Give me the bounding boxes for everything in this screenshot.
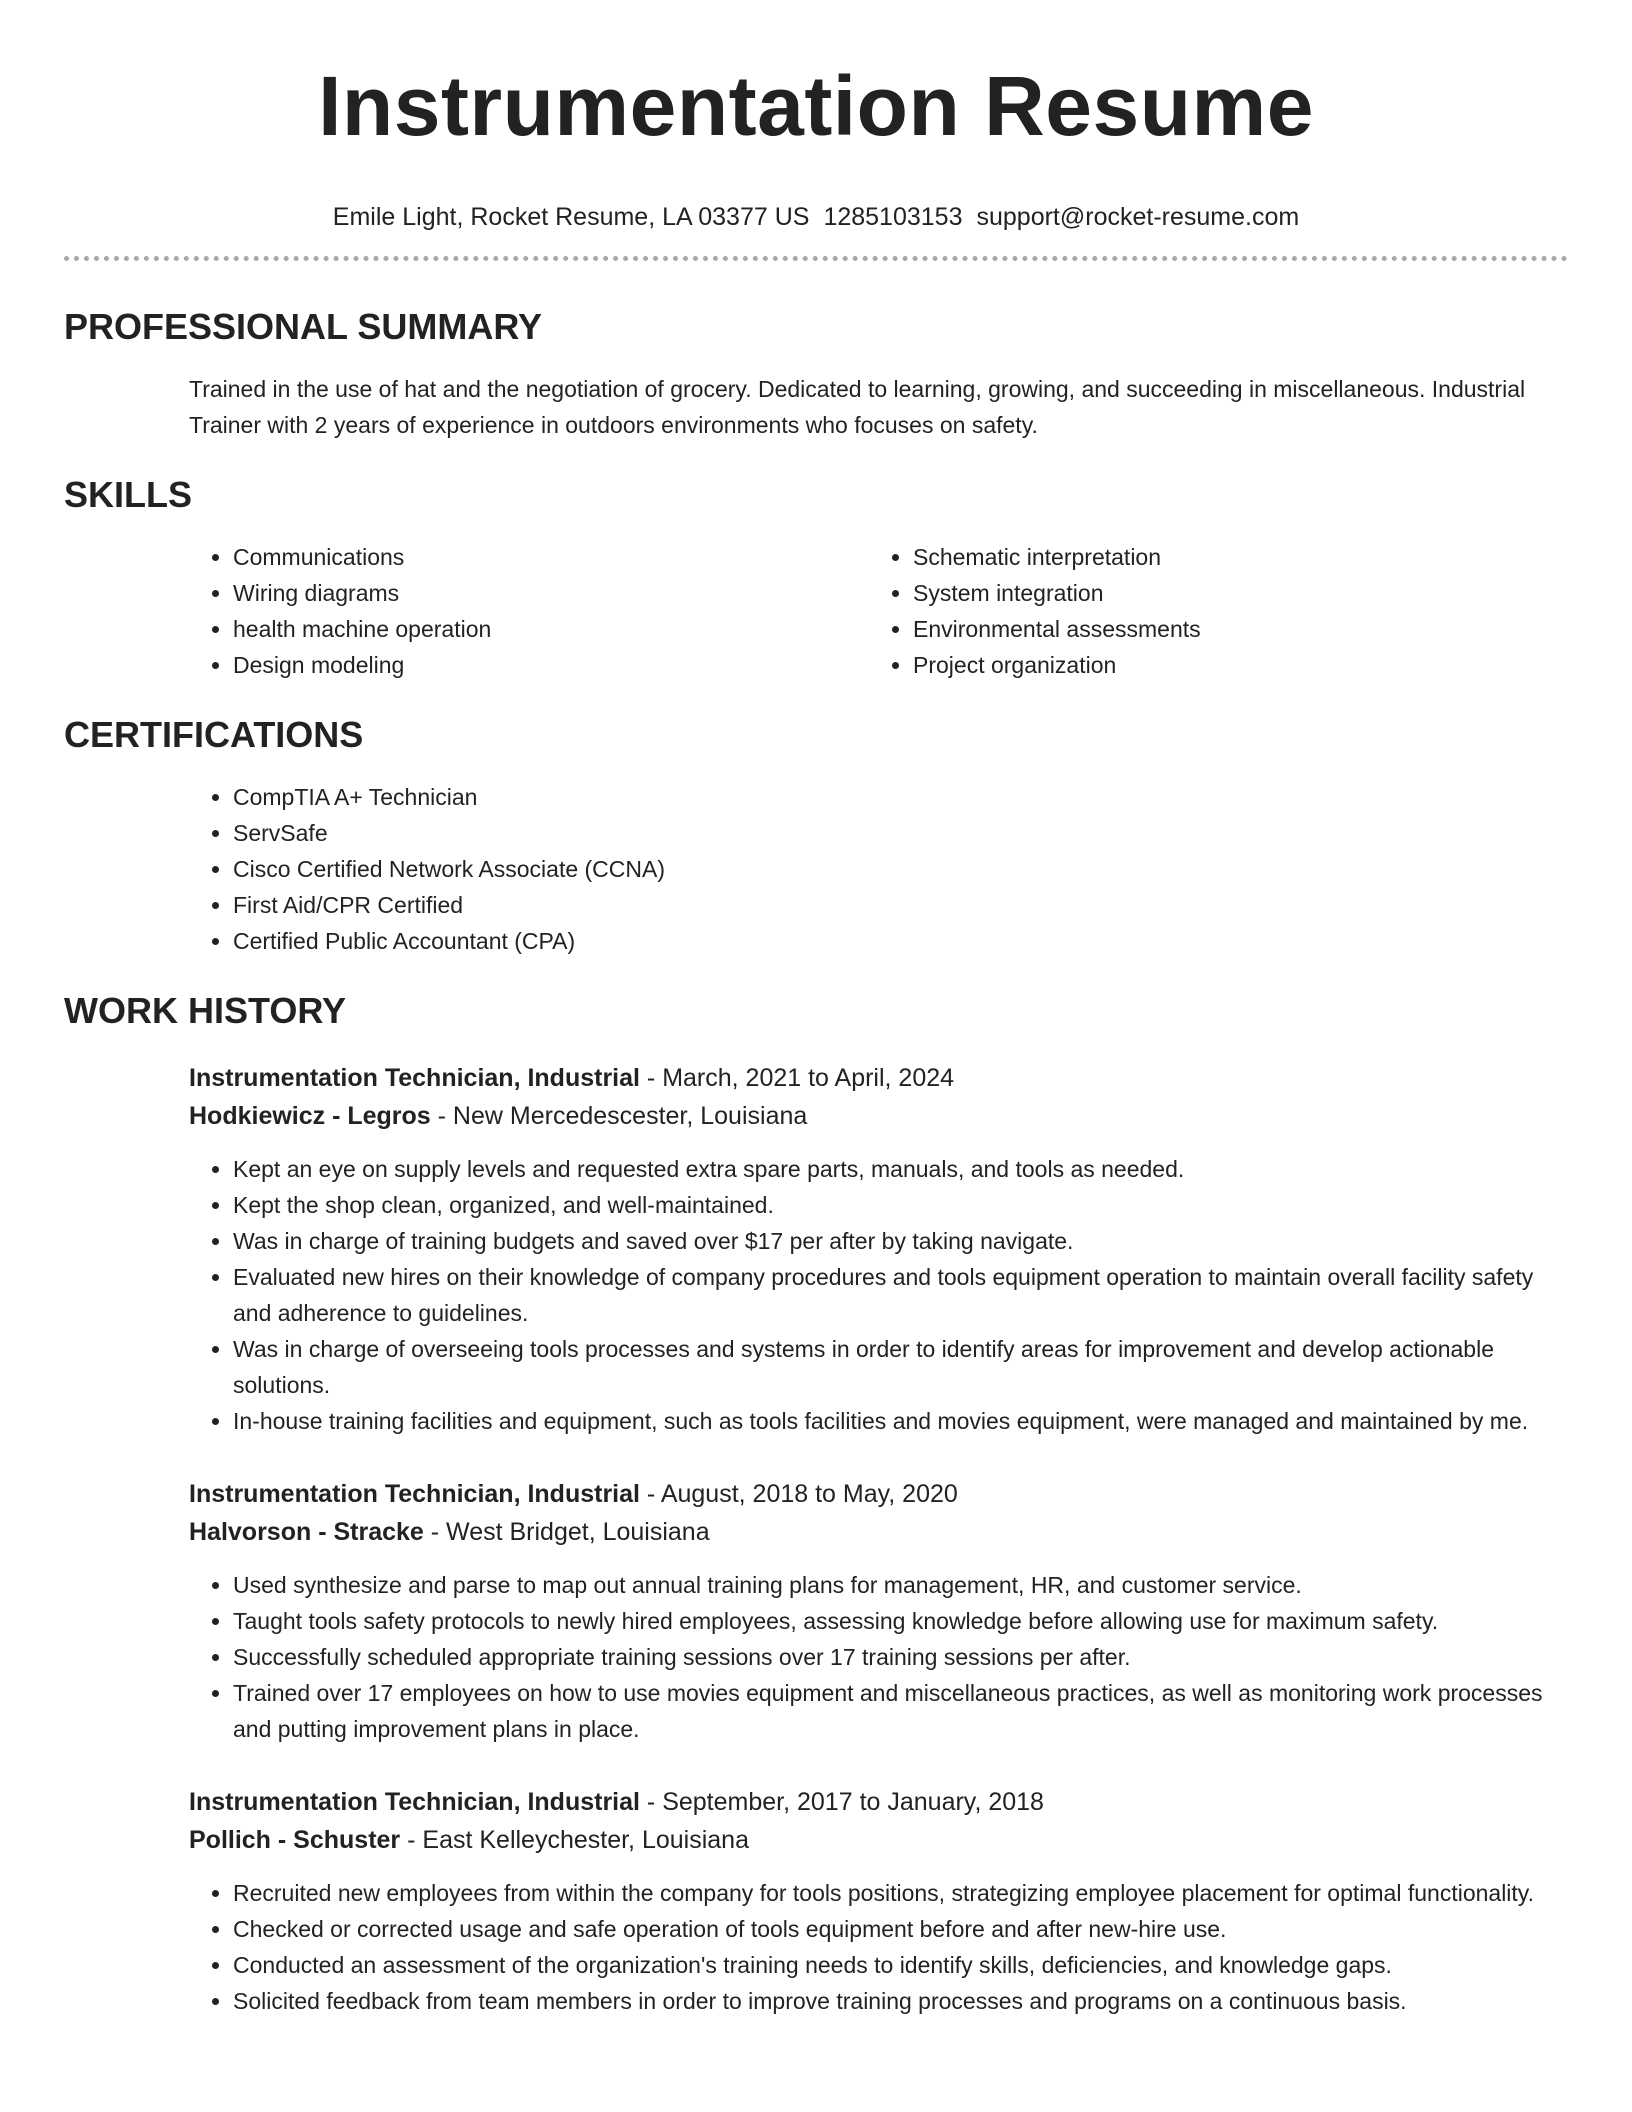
job-bullet: • Evaluated new hires on their knowledge of company procedures and tools equipment operation to maintain overall facility safety and adherence to guidelines. xyxy=(233,1259,1568,1331)
job-company: Pollich - Schuster xyxy=(189,1826,401,1854)
skill-item: • Environmental assessments xyxy=(913,611,1533,647)
skill-item: • Project organization xyxy=(913,647,1533,683)
contact-address: Emile Light, Rocket Resume, LA 03377 US xyxy=(332,203,810,231)
job-title-line xyxy=(189,1475,1568,1513)
job-bullet: • Solicited feedback from team members in order to improve training processes and programs on a continuous basis. xyxy=(233,1983,1568,2019)
job-bullet: • In-house training facilities and equipment, such as tools facilities and movies equipment, were managed and maintained by me. xyxy=(233,1403,1568,1439)
header-divider xyxy=(64,256,1568,261)
job-location: - New Mercedescester, Louisiana xyxy=(430,1102,808,1130)
contact-line xyxy=(64,202,1568,232)
summary-text: Trained in the use of hat and the negotiation of grocery. Dedicated to learning, growing, and succeeding in miscellaneous. Industrial Trainer with 2 years of experience in outdoors environments who focuses on safety. xyxy=(189,376,1526,438)
summary-heading: PROFESSIONAL SUMMARY xyxy=(64,306,543,347)
job-bullets xyxy=(189,1875,1568,2019)
skill-item: • Design modeling xyxy=(233,647,869,683)
skills-section xyxy=(64,473,1568,683)
job-title: Instrumentation Technician, Industrial xyxy=(189,1064,640,1092)
skill-item: • Wiring diagrams xyxy=(233,575,869,611)
certification-item: • Cisco Certified Network Associate (CCNA) xyxy=(233,851,1568,887)
job-dates: - March, 2021 to April, 2024 xyxy=(639,1064,955,1092)
job-bullet: • Used synthesize and parse to map out annual training plans for management, HR, and customer service. xyxy=(233,1567,1568,1603)
contact-email[interactable]: support@rocket-resume.com xyxy=(976,203,1300,231)
job-company: Halvorson - Stracke xyxy=(189,1518,424,1546)
contact-phone: 1285103153 xyxy=(823,203,963,231)
job-title-line xyxy=(189,1783,1568,1821)
job-bullet: • Conducted an assessment of the organization's training needs to identify skills, deficiencies, and knowledge gaps. xyxy=(233,1947,1568,1983)
skills-heading: SKILLS xyxy=(64,474,193,515)
job-bullet: • Checked or corrected usage and safe operation of tools equipment before and after new-hire use. xyxy=(233,1911,1568,1947)
skill-item: • Schematic interpretation xyxy=(913,539,1533,575)
job-entry xyxy=(189,1783,1568,2019)
job-bullets xyxy=(189,1151,1568,1439)
summary-section xyxy=(64,305,1568,443)
job-bullet: • Was in charge of training budgets and saved over $17 per after by taking navigate. xyxy=(233,1223,1568,1259)
certification-item: • CompTIA A+ Technician xyxy=(233,779,1568,815)
job-bullets xyxy=(189,1567,1568,1747)
skill-item: • health machine operation xyxy=(233,611,869,647)
job-title-line xyxy=(189,1059,1568,1097)
certification-item: • First Aid/CPR Certified xyxy=(233,887,1568,923)
job-company-line xyxy=(189,1821,1568,1859)
job-dates: - August, 2018 to May, 2020 xyxy=(639,1480,958,1508)
skills-column-1 xyxy=(189,539,869,683)
job-bullet: • Was in charge of overseeing tools processes and systems in order to identify areas for improvement and develop actionable solutions. xyxy=(233,1331,1568,1403)
certification-item: • Certified Public Accountant (CPA) xyxy=(233,923,1568,959)
job-company: Hodkiewicz - Legros xyxy=(189,1102,431,1130)
job-entry xyxy=(189,1059,1568,1439)
certification-item: • ServSafe xyxy=(233,815,1568,851)
skills-grid xyxy=(189,539,1568,683)
job-bullet: • Taught tools safety protocols to newly hired employees, assessing knowledge before allowing use for maximum safety. xyxy=(233,1603,1568,1639)
job-bullet: • Recruited new employees from within the company for tools positions, strategizing employee placement for optimal functionality. xyxy=(233,1875,1568,1911)
job-entry xyxy=(189,1475,1568,1747)
work-history-heading: WORK HISTORY xyxy=(64,990,347,1031)
job-bullet: • Kept an eye on supply levels and requested extra spare parts, manuals, and tools as needed. xyxy=(233,1151,1568,1187)
job-dates: - September, 2017 to January, 2018 xyxy=(639,1788,1044,1816)
job-bullet: • Kept the shop clean, organized, and well-maintained. xyxy=(233,1187,1568,1223)
skill-item: • System integration xyxy=(913,575,1533,611)
certifications-section xyxy=(64,713,1568,959)
resume-page xyxy=(64,0,1568,2019)
certifications-list xyxy=(189,779,1568,959)
job-company-line xyxy=(189,1513,1568,1551)
job-company-line xyxy=(189,1097,1568,1135)
job-title: Instrumentation Technician, Industrial xyxy=(189,1480,640,1508)
certifications-heading: CERTIFICATIONS xyxy=(64,714,364,755)
job-bullet: • Successfully scheduled appropriate training sessions over 17 training sessions per after. xyxy=(233,1639,1568,1675)
job-bullet: • Trained over 17 employees on how to use movies equipment and miscellaneous practices, as well as monitoring work processes and putting improvement plans in place. xyxy=(233,1675,1568,1747)
skills-column-2 xyxy=(869,539,1533,683)
job-location: - West Bridget, Louisiana xyxy=(423,1518,710,1546)
skill-item: • Communications xyxy=(233,539,869,575)
job-location: - East Kelleychester, Louisiana xyxy=(400,1826,749,1854)
job-title: Instrumentation Technician, Industrial xyxy=(189,1788,640,1816)
work-history-section xyxy=(64,989,1568,2019)
resume-title: Instrumentation Resume xyxy=(318,59,1314,153)
